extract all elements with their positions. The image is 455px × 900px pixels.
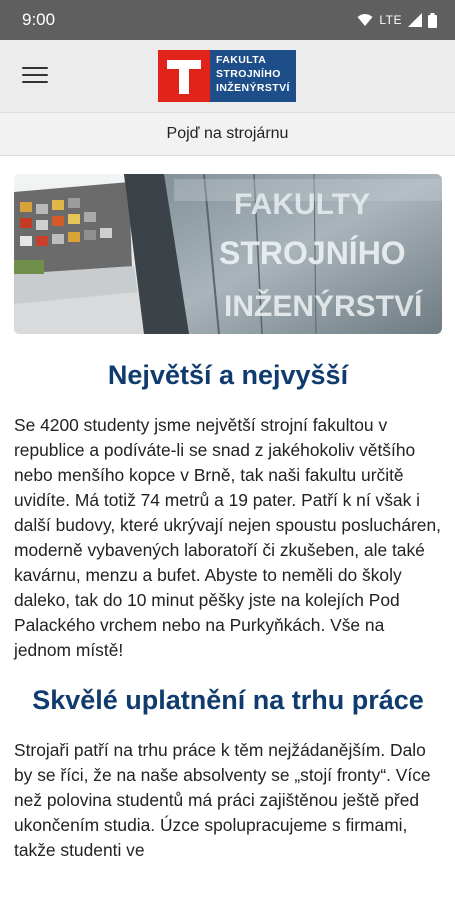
app-bar — [0, 40, 455, 112]
logo-line-1: FAKULTA — [216, 54, 267, 66]
status-bar — [0, 0, 455, 40]
wifi-icon — [357, 13, 373, 27]
section-heading: Největší a nejvyšší — [107, 360, 349, 390]
page-subtitle-bar — [0, 112, 455, 156]
logo-t-mark-icon — [158, 50, 210, 102]
menu-button[interactable] — [22, 64, 48, 86]
sign-line-3: INŽENÝRSTVÍ — [224, 290, 423, 323]
building-photo — [14, 174, 442, 334]
section-text: Se 4200 studenty jsme největší strojní fakultou v republice a podíváte-li se snad z jakéhokoliv většího nebo menšího kopce v Brně, tak naši fakultu určitě uvidíte. Má totiž 74 metrů a 19 pater. Patří k ní však i další budovy, které ukrývají nejen spoustu poslucháren, moderně vybavených laboratoří či zkušeben, ale také kavárnu, menzu a bufet. Abyste to neměli do školy daleko, tak do 10 minut pěšky jste na kolejích Pod Palackého vrchem nebo na Purkyňkách. Vše na jednom místě! — [14, 415, 441, 660]
signal-icon — [408, 13, 422, 27]
article-content — [14, 360, 442, 885]
network-type: LTE — [379, 13, 402, 27]
menu-icon-line — [22, 74, 48, 76]
status-icons — [357, 13, 437, 28]
logo-line-3: INŽENÝRSTVÍ — [216, 82, 290, 94]
logo-text — [210, 50, 296, 102]
page-title: Pojď na strojárnu — [166, 125, 289, 142]
status-time: 9:00 — [22, 10, 56, 29]
battery-icon — [428, 13, 437, 28]
logo-line-2: STROJNÍHO — [216, 68, 281, 80]
section-text: Strojaři patří na trhu práce k těm nejžádanějším. Dalo by se říci, že na naše absolventy se „stojí fronty“. Více než polovina studentů má práci zajištěnou ještě před ukončením studia. Úzce spolupracujeme s firmami, takže studenti ve — [14, 740, 431, 860]
faculty-logo[interactable] — [158, 50, 296, 102]
menu-icon-line — [22, 67, 48, 69]
sign-line-2: STROJNÍHO — [219, 235, 406, 271]
hero-image — [14, 174, 442, 334]
section-heading: Skvělé uplatnění na trhu práce — [32, 685, 424, 715]
sign-line-1: FAKULTY — [234, 188, 371, 221]
menu-icon-line — [22, 81, 48, 83]
